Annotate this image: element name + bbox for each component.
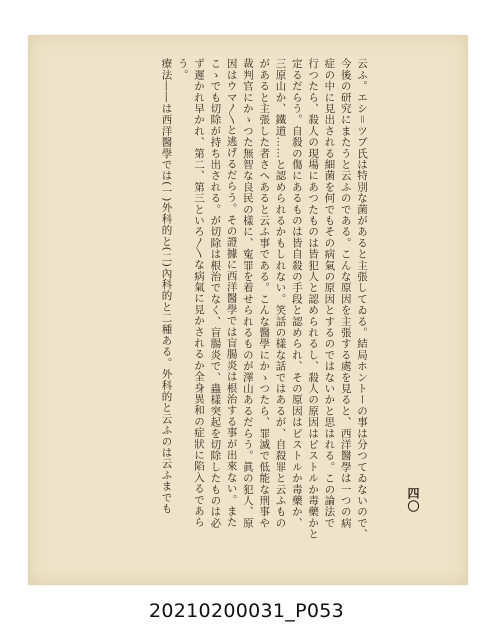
text-line: があると主張した者さへあると云ふ事である。こんな醫學にかゝつたら、罪滅で低能な刑事や [258, 58, 271, 529]
text-line: こゝでも切除が持ち出される。が切除は根治でなく、盲腸炎で、蟲樣突起を切除したものは必 [209, 58, 222, 529]
text-line: 今後の研究にまたうと云ふのである。こんな原因を主張する處を見ると、西洋醫學は一つの病 [339, 58, 352, 529]
text-line: 因はウマ〳〵と逃げるだらう。その證據に西洋醫學では盲腸炎は根治する事が出來ない。また [225, 58, 238, 528]
text-line: ず遲かれ早かれ、第二、第三といろ〳〵な病氣に見かされるか全身異和の症狀に陷入るであら [193, 58, 206, 528]
body-text [140, 58, 370, 558]
text-line: う。 [176, 58, 189, 81]
text-line: 云ふ。エシ＝ツブ氏は特別な菌があると主張してゐる。結局ホントーの事は分つてゐないので、 [356, 58, 368, 540]
image-caption: 20210200031_P053 [149, 600, 344, 622]
page-number: 四〇 [406, 487, 420, 513]
text-line: 裁判官にかゝつた無智な良民の樣に、寃罪を着せられるものが澤山あるだらう。眞の犯人、原 [241, 58, 254, 529]
text-line: 三原山か、鐵道……と認められるかもしれない。笑話の樣な話ではあるが、自殺罪と云ふもの [274, 58, 287, 529]
text-line: 症の中に見出される細菌を何でもその病氣の原因とするのではないかと思はれる。この論法で [323, 58, 336, 529]
text-line: 定るだらう。自殺の傷にあるものは皆自殺の手段と認められ、その原因はピストルか毒藥か、 [290, 58, 303, 529]
text-line: 療法――は西洋醫學では(一)外科的と(二)內科的と二種ある。外科的と云ふのは云ふまでも [160, 58, 173, 514]
text-line: 行つたら、殺人の現場にあつたものは皆犯人と認められるし、殺人の原因はピストルか毒藥かと [307, 58, 320, 540]
